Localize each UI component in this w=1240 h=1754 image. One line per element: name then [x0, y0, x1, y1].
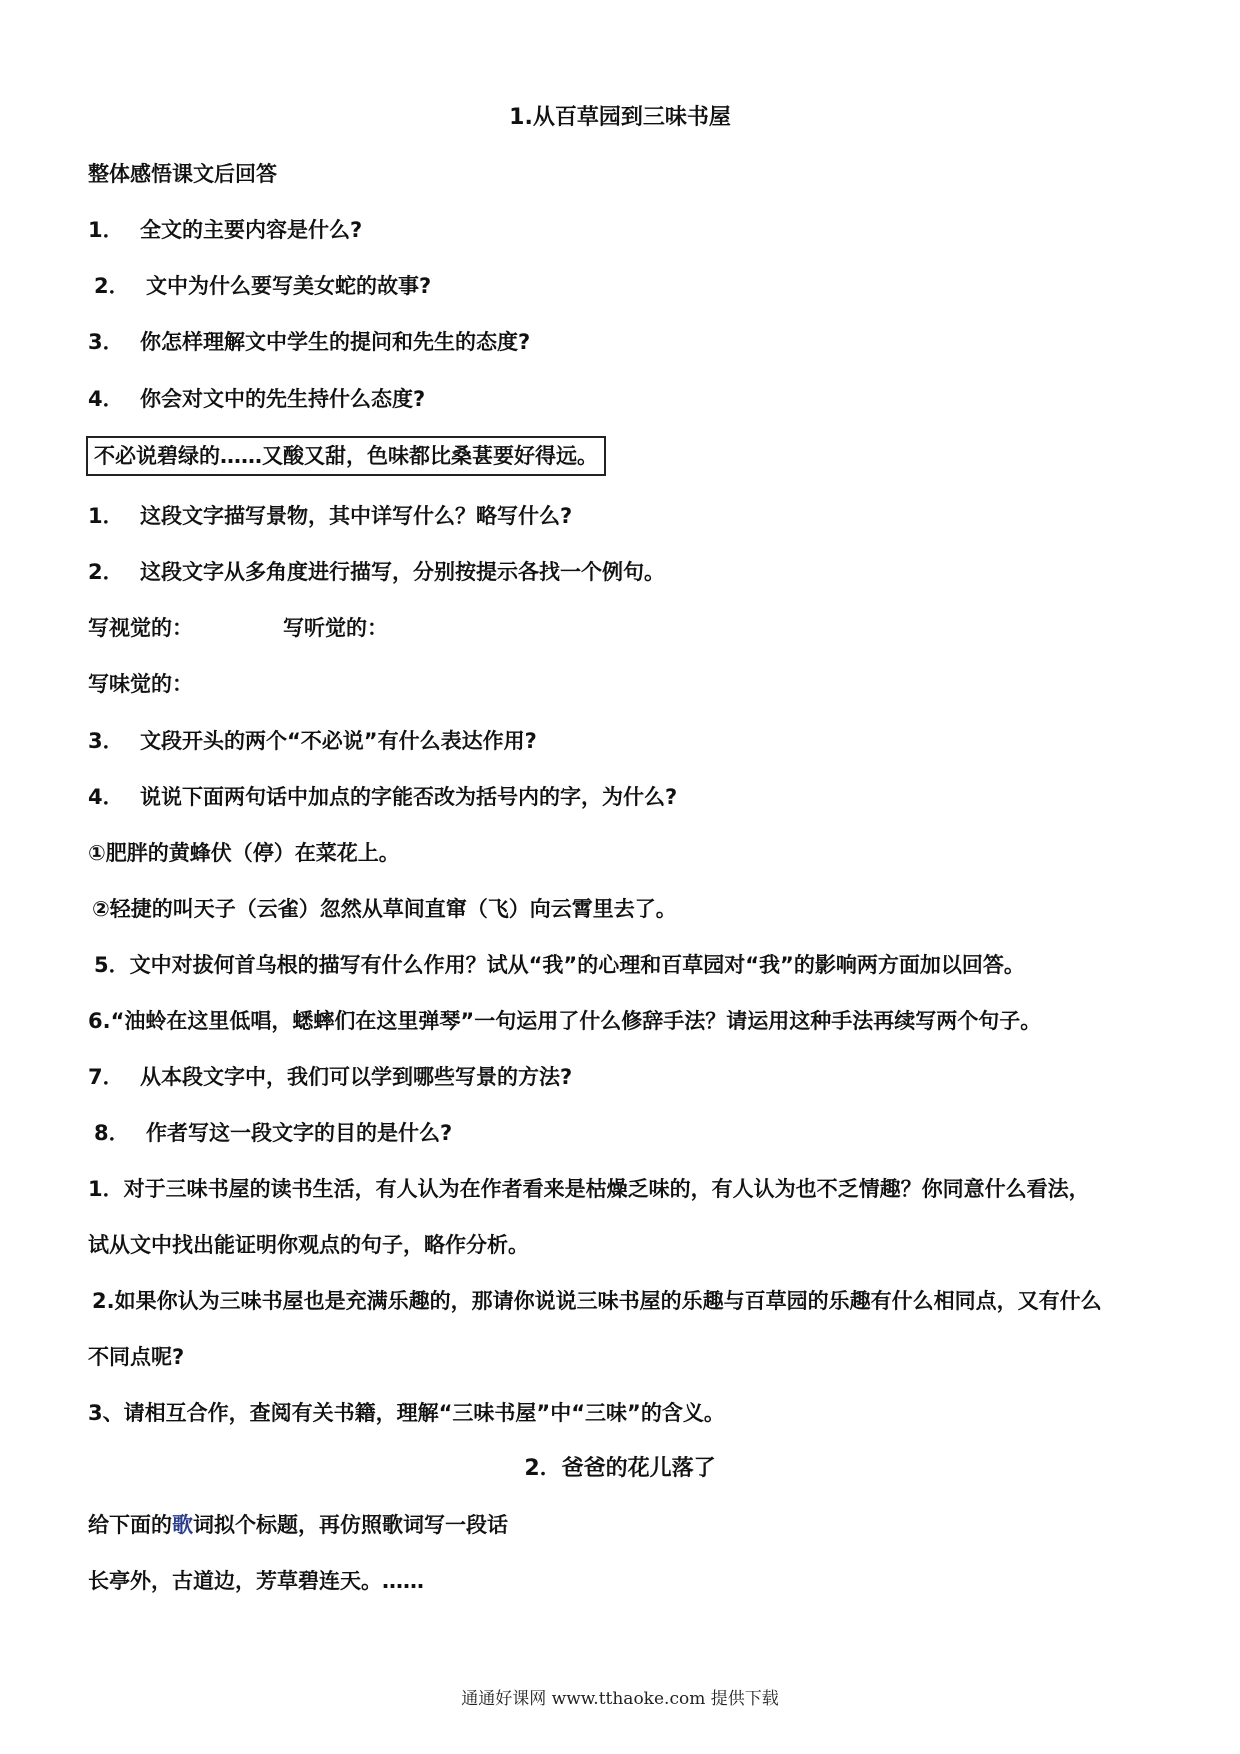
- question-text: 这段文字从多角度进行描写，分别按提示各找一个例句。: [140, 560, 665, 584]
- question-text: 你会对文中的先生持什么态度?: [140, 387, 426, 411]
- taste-label: 写味觉的：: [88, 672, 193, 696]
- visual-label: 写视觉的：: [88, 616, 193, 640]
- sense-prompts-row: [88, 614, 388, 642]
- question-1: [88, 216, 362, 244]
- passage-question-1: [88, 502, 572, 530]
- question-text: 文段开头的两个“不必说”有什么表达作用?: [140, 729, 537, 753]
- section-heading: 整体感悟课文后回答: [88, 162, 277, 186]
- passage-question-2: [88, 558, 665, 586]
- passage-question-4: [88, 783, 677, 811]
- writing-task: [88, 1511, 508, 1539]
- hearing-label: 写听觉的：: [283, 616, 388, 640]
- passage-question-8: [94, 1119, 452, 1147]
- reading-question-1-line-2: 试从文中找出能证明你观点的句子，略作分析。: [88, 1233, 529, 1257]
- reading-question-2-line-1: 2.如果你认为三味书屋也是充满乐趣的，那请你说说三味书屋的乐趣与百草园的乐趣有什么相同点，又有什么: [92, 1289, 1102, 1313]
- sentence-1: ①肥胖的黄蜂伏（停）在菜花上。: [88, 841, 400, 865]
- question-number: 3．: [88, 330, 124, 354]
- question-number: 1．: [88, 218, 124, 242]
- lesson-title-2: 2．爸爸的花儿落了: [524, 1456, 716, 1481]
- question-text: 全文的主要内容是什么?: [140, 218, 363, 242]
- question-2: [94, 272, 431, 300]
- lyric-line: 长亭外，古道边，芳草碧连天。……: [88, 1569, 424, 1593]
- footer-source: 通通好课网 www.tthaoke.com 提供下载: [461, 1689, 779, 1709]
- question-3: [88, 328, 530, 356]
- question-number: 4．: [88, 785, 124, 809]
- passage-question-6: 6.“油蛉在这里低唱，蟋蟀们在这里弹琴”一句运用了什么修辞手法？请运用这种手法再续写两个句子。: [88, 1009, 1042, 1033]
- lesson-title-1: 1.从百草园到三味书屋: [509, 105, 731, 130]
- question-number: 3．: [88, 729, 124, 753]
- boxed-quote: 不必说碧绿的……又酸又甜，色味都比桑葚要好得远。: [86, 436, 606, 476]
- task-text-end: 词拟个标题，再仿照歌词写一段话: [193, 1513, 508, 1537]
- question-text: 说说下面两句话中加点的字能否改为括号内的字，为什么?: [140, 785, 678, 809]
- question-text: 文中为什么要写美女蛇的故事?: [146, 274, 432, 298]
- task-text-highlight: 歌: [172, 1513, 193, 1537]
- task-text-start: 给下面的: [88, 1513, 172, 1537]
- question-text: 作者写这一段文字的目的是什么?: [146, 1121, 453, 1145]
- question-number: 7．: [88, 1065, 124, 1089]
- question-number: 2．: [94, 274, 130, 298]
- question-text: 你怎样理解文中学生的提问和先生的态度?: [140, 330, 531, 354]
- reading-question-3: 3、请相互合作，查阅有关书籍，理解“三味书屋”中“三味”的含义。: [88, 1401, 725, 1425]
- passage-question-5: 5．文中对拔何首乌根的描写有什么作用？试从“我”的心理和百草园对“我”的影响两方面加以回答。: [94, 953, 1025, 977]
- question-text: 从本段文字中，我们可以学到哪些写景的方法?: [140, 1065, 573, 1089]
- question-number: 2．: [88, 560, 124, 584]
- sentence-2: ②轻捷的叫天子（云雀）忽然从草间直窜（飞）向云霄里去了。: [92, 897, 677, 921]
- reading-question-2-line-2: 不同点呢?: [88, 1345, 185, 1369]
- reading-question-1-line-1: 1．对于三味书屋的读书生活，有人认为在作者看来是枯燥乏味的，有人认为也不乏情趣？你同意什么看法，: [88, 1177, 1090, 1201]
- question-text: 这段文字描写景物，其中详写什么？略写什么?: [140, 504, 573, 528]
- passage-question-3: [88, 727, 537, 755]
- question-4: [88, 385, 425, 413]
- question-number: 8．: [94, 1121, 130, 1145]
- question-number: 4．: [88, 387, 124, 411]
- question-number: 1．: [88, 504, 124, 528]
- passage-question-7: [88, 1063, 572, 1091]
